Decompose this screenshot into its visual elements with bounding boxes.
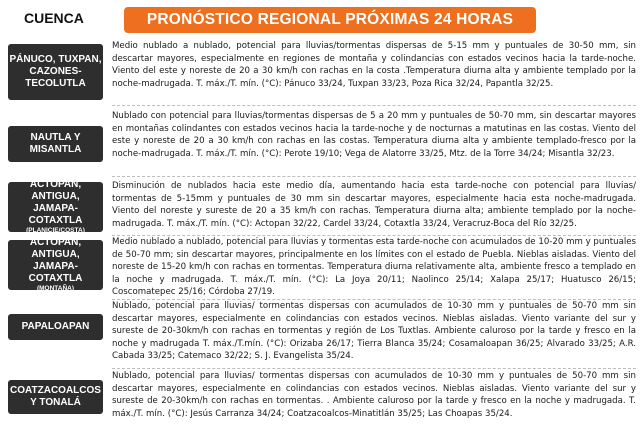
- region-name: PAPALOAPAN: [21, 321, 90, 332]
- region-label: [8, 126, 103, 162]
- region-subtitle: (MONTAÑA): [36, 285, 75, 292]
- region-name: NAUTLA Y MISANTLA: [29, 132, 82, 155]
- region-name: COATZACOALCOS Y TONALÁ: [10, 385, 101, 408]
- region-name: ACTOPAN, ANTIGUA, JAMAPA-COTAXTLA: [28, 237, 83, 284]
- row-divider: [112, 368, 636, 369]
- region-forecast-text: Nublado con potencial para lluvias/tormentas dispersas de 5 a 20 mm y puntuales de 50-70 mm, sin descartar mayores en montañas colindantes con estados vecinos hacia la tarde-noche y de nocturnas a matutinas en las costas. Viento del este y noreste de 20 a 30 km/h con rachas en las costas. Temperatura diurna alta y ambiente templado-fresco por la noche-madrugada. T. máx./T. mín. (°C): Perote 19/10; Vega de Alatorre 33/25, Mtz. de la Torre 34/24; Misantla 32/23.: [112, 111, 636, 159]
- cuenca-column-header: CUENCA: [24, 10, 84, 26]
- region-forecast-text: Nublado, potencial para lluvias/ tormentas dispersas con acumulados de 10-30 mm y puntuales de 50-70 mm sin descartar mayores, especialmente en colindancias con estados vecinos. Nieblas aisladas. Viento variante del sur y sureste de 20-30km/h con rachas en tormentas y región de Los Tuxtlas. Ambiente caluroso por la tarde y fresco en la noche y madrugada T. máx./T.mín. (°C): Orizaba 26/17; Tierra Blanca 35/24; Cosamaloapan 36/25; Alvarado 33/25; A.R. Cabada 33/25; Catemaco 32/22; S. J. Evangelista 35/24.: [112, 301, 636, 362]
- region-name: PÁNUCO, TUXPAN, CAZONES-TECOLUTLA: [9, 54, 102, 89]
- forecast-row: [0, 300, 640, 366]
- region-name: ACTOPAN, ANTIGUA, JAMAPA-COTAXTLA: [28, 179, 83, 226]
- region-forecast-text: Medio nublado a nublado, potencial para lluvias/tormentas dispersas de 5-15 mm y puntuales de 30-50 mm, sin descartar mayores, especialmente en regiones de montaña y colindancias con estados vecinos hacia la tarde-noche. Viento del este y noreste de 20 a 30 km/h con rachas en la costa .Temperatura diurna alta y ambiente templado por la noche-madrugada. T. máx./T. mín. (°C): Pánuco 33/24, Tuxpan 33/23, Poza Rica 32/24, Papantla 32/25.: [112, 41, 636, 89]
- row-divider: [112, 176, 636, 177]
- header: [0, 4, 640, 34]
- region-label: [8, 314, 103, 340]
- region-label: [8, 44, 103, 100]
- region-forecast-text: Medio nublado a nublado, potencial para lluvias y tormentas esta tarde-noche con acumulados de 10-20 mm y puntuales de 50-70 mm; sin descartar mayores, principalmente en los límites con el estado de Puebla. Nieblas aisladas. Viento del noreste de 15-20 km/h con rachas en tormentas. Temperatura diurna relativamente alta, ambiente fresco a templado en la noche y madrugada. T. máx./T. mín. (°C): La Joya 20/11; Naolinco 25/14; Xalapa 25/17; Huatusco 26/15; Coscomatepec 25/16; Córdoba 27/19.: [112, 237, 636, 298]
- row-divider: [112, 105, 636, 106]
- forecast-row: [0, 180, 640, 234]
- region-label: [8, 380, 103, 414]
- forecast-row: [0, 236, 640, 298]
- region-subtitle: (PLANICIE/COSTA): [26, 227, 85, 234]
- page-title: PRONÓSTICO REGIONAL PRÓXIMAS 24 HORAS: [124, 7, 536, 33]
- forecast-row: [0, 108, 640, 172]
- region-forecast-text: Disminución de nublados hacia este medio día, aumentando hacia esta tarde-noche con potencial para lluvias/ tormentas de 5-15mm y puntuales de 30 mm sin descartar mayores, especialmente hacia esta noche-madrugada. Viento del noreste y sureste de 20 a 35 km/h con rachas. Temperatura diurna alta; ambiente templado por la noche-madrugada. T. máx./T. mín. (°C): Actopan 32/22, Cardel 33/24, Cotaxtla 33/24, Veracruz-Boca del Río 32/25.: [112, 181, 636, 229]
- region-forecast-text: Nublado, potencial para lluvias/ tormentas dispersas con acumulados de 10-30 mm y puntuales de 50-70 mm sin descartar mayores, especialmente en colindancias con estados vecinos. Nieblas aisladas. Viento variante del sur y sureste de 20-30km/h con rachas en tormentas. . Ambiente caluroso por la tarde y fresco en la noche y madrugada. T. máx./T. mín. (°C): Jesús Carranza 34/24; Coatzacoalcos-Minatitlán 35/25; Las Choapas 35/24.: [112, 371, 636, 419]
- forecast-row: [0, 370, 640, 422]
- region-label: [8, 237, 103, 292]
- forecast-row: [0, 40, 640, 104]
- region-label: [8, 179, 103, 234]
